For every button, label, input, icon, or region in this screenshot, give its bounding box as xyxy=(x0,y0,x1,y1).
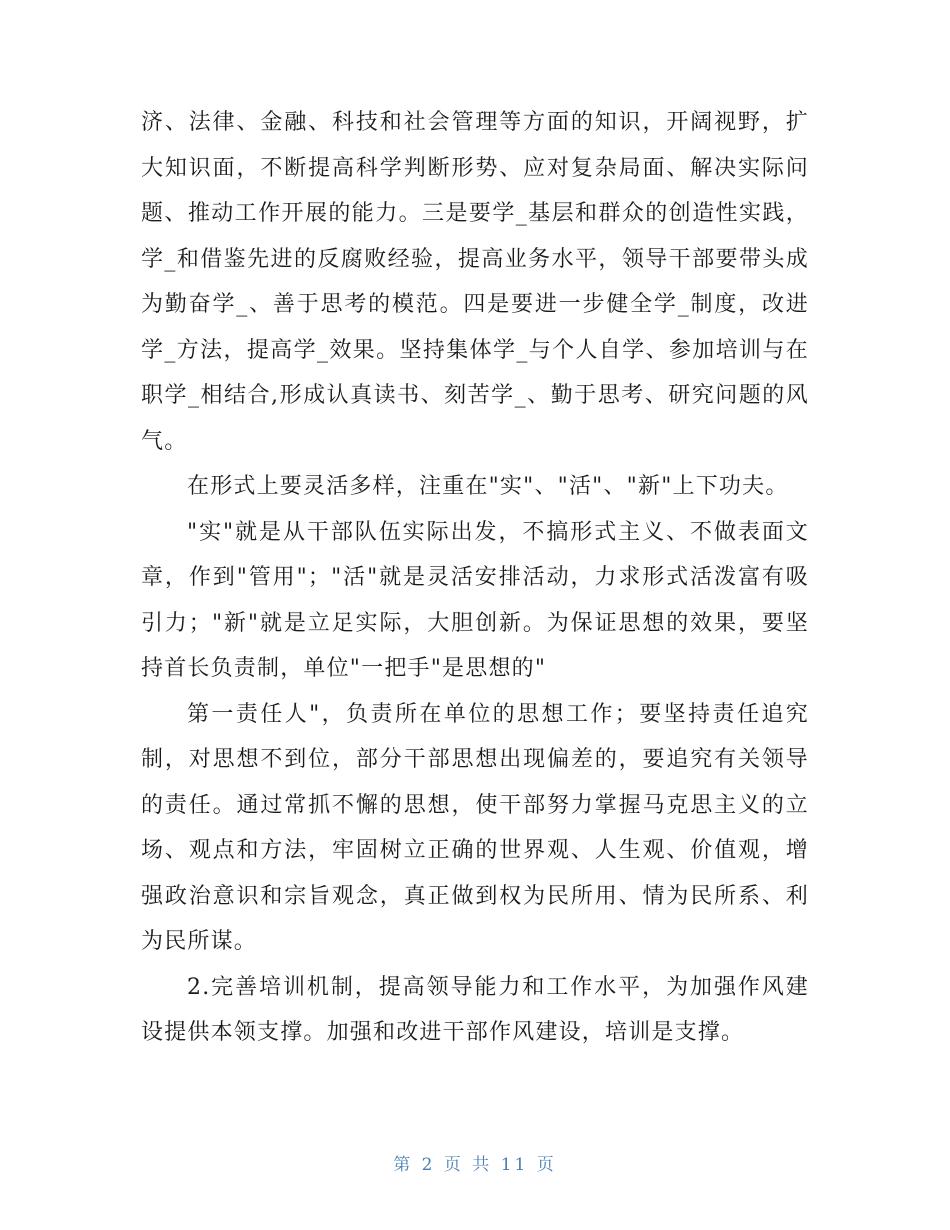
paragraph-2: 在形式上要灵活多样，注重在"实"、"活"、"新"上下功夫。 xyxy=(187,474,789,499)
paragraph-5: 2.完善培训机制，提高领导能力和工作水平，为加强作风建设提供本领支撑。加强和改进干部作风建设，培训是支撑。 xyxy=(141,974,809,1045)
page-number-footer: 第 2 页 共 11 页 xyxy=(393,1155,557,1175)
document-body xyxy=(141,100,809,1056)
paragraph-1: 济、法律、金融、科技和社会管理等方面的知识，开阔视野，扩大知识面，不断提高科学判断形势、应对复杂局面、解决实际问题、推动工作开展的能力。三是要学_基层和群众的创造性实践，学_和借鉴先进的反腐败经验，提高业务水平，领导干部要带头成为勤奋学_、善于思考的模范。四是要进一步健全学_制度，改进学_方法，提高学_效果。坚持集体学_与个人自学、参加培训与在职学_相结合,形成认真读书、刻苦学_、勤于思考、研究问题的风气。 xyxy=(141,110,809,454)
paragraph-4: 第一责任人"，负责所在单位的思想工作；要坚持责任追究制，对思想不到位，部分干部思想出现偏差的，要追究有关领导的责任。通过常抓不懈的思想，使干部努力掌握马克思主义的立场、观点和方法，牢固树立正确的世界观、人生观、价值观，增强政治意识和宗旨观念，真正做到权为民所用、情为民所系、利为民所谋。 xyxy=(141,701,809,954)
paragraph-3: "实"就是从干部队伍实际出发，不搞形式主义、不做表面文章，作到"管用"；"活"就是灵活安排活动，力求形式活泼富有吸引力；"新"就是立足实际，大胆创新。为保证思想的效果，要坚持首长负责制，单位"一把手"是思想的" xyxy=(141,519,809,681)
